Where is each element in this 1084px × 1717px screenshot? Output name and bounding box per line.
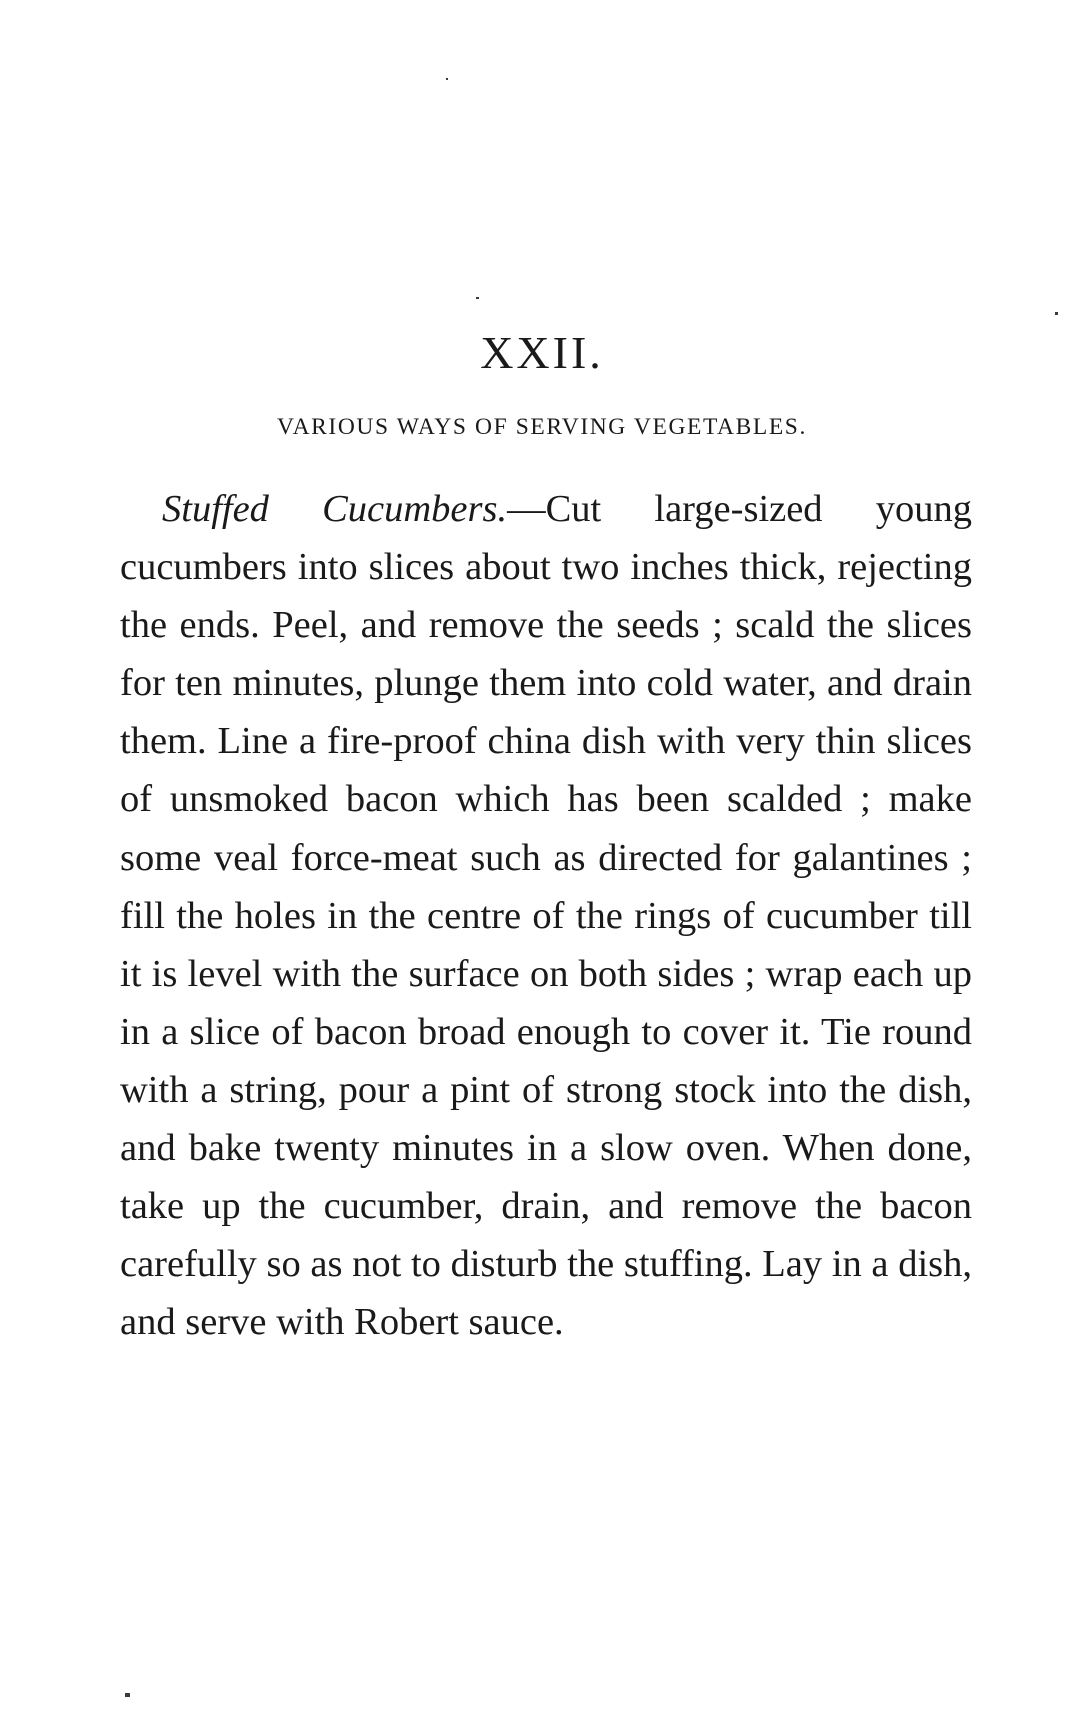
print-speck-right bbox=[1055, 312, 1058, 315]
print-speck-upper bbox=[476, 297, 479, 299]
recipe-dash: — bbox=[507, 488, 546, 530]
recipe-paragraph bbox=[120, 480, 972, 1351]
chapter-title: VARIOUS WAYS OF SERVING VEGETABLES. bbox=[277, 414, 807, 440]
print-speck-bottom bbox=[125, 1693, 130, 1697]
recipe-name: Stuffed Cucumbers. bbox=[162, 488, 508, 530]
recipe-text: Cut large-sized young cucumbers into slices about two inches thick, rejecting the ends. Peel, and remove the seeds ; scald the slices for ten minutes, plunge them into cold water, and drain them. Line a fire-proof china dish with very thin slices of unsmoked bacon which has been scalded ; make some veal force-meat such as directed for galantines ; fill the holes in the centre of the rings of cucumber till it is level with the surface on both sides ; wrap each up in a slice of bacon broad enough to cover it. Tie round with a string, pour a pint of strong stock into the dish, and bake twenty minutes in a slow oven. When done, take up the cucumber, drain, and remove the bacon carefully so as not to disturb the stuffing. Lay in a dish, and serve with Robert sauce. bbox=[120, 488, 972, 1344]
print-speck-top bbox=[446, 78, 448, 80]
chapter-number: XXII. bbox=[480, 327, 604, 378]
